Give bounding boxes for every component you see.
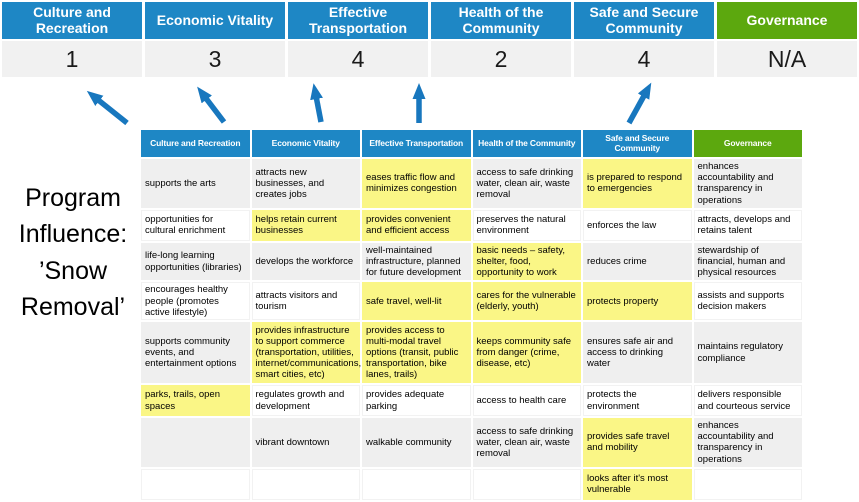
matrix-header-culture-recreation: Culture and Recreation bbox=[141, 130, 250, 157]
banner-col-governance bbox=[717, 2, 857, 77]
matrix-cell: vibrant downtown bbox=[252, 418, 361, 467]
matrix-cell: looks after it's most vulnerable bbox=[583, 469, 692, 500]
matrix-header-economic-vitality: Economic Vitality bbox=[252, 130, 361, 157]
matrix-row-5 bbox=[141, 322, 802, 383]
matrix-cell: stewardship of financial, human and physical resources bbox=[694, 243, 803, 281]
matrix-cell: provides infrastructure to support commerce (transportation, utilities, internet/communications, smart cities, etc) bbox=[252, 322, 361, 383]
banner-score-safe-secure-community: 4 bbox=[574, 41, 714, 77]
matrix-cell: preserves the natural environment bbox=[473, 210, 582, 241]
matrix-cell: enforces the law bbox=[583, 210, 692, 241]
matrix-cell: safe travel, well-lit bbox=[362, 282, 471, 320]
matrix-row-6 bbox=[141, 385, 802, 416]
matrix-header-effective-transportation: Effective Transportation bbox=[362, 130, 471, 157]
matrix-cell: delivers responsible and courteous service bbox=[694, 385, 803, 416]
matrix-cell: opportunities for cultural enrichment bbox=[141, 210, 250, 241]
banner-col-economic-vitality bbox=[145, 2, 285, 77]
matrix-row-3 bbox=[141, 243, 802, 281]
matrix-cell bbox=[141, 469, 250, 500]
matrix-row-7 bbox=[141, 418, 802, 467]
matrix-cell: enhances accountability and transparency in operations bbox=[694, 159, 803, 208]
matrix-cell bbox=[252, 469, 361, 500]
banner-header-effective-transportation: Effective Transportation bbox=[288, 2, 428, 39]
matrix-row-8 bbox=[141, 469, 802, 500]
matrix-cell: parks, trails, open spaces bbox=[141, 385, 250, 416]
matrix-cell: provides convenient and efficient access bbox=[362, 210, 471, 241]
matrix-row-4 bbox=[141, 282, 802, 320]
matrix-cell: basic needs – safety, shelter, food, opportunity to work bbox=[473, 243, 582, 281]
matrix-cell: walkable community bbox=[362, 418, 471, 467]
banner-col-effective-transportation bbox=[288, 2, 428, 77]
matrix-cell bbox=[362, 469, 471, 500]
matrix-cell: supports the arts bbox=[141, 159, 250, 208]
banner-header-safe-secure-community: Safe and Secure Community bbox=[574, 2, 714, 39]
matrix-cell: keeps community safe from danger (crime, disease, etc) bbox=[473, 322, 582, 383]
matrix-cell: develops the workforce bbox=[252, 243, 361, 281]
banner-col-culture-recreation bbox=[2, 2, 142, 77]
up-arrow-icon bbox=[316, 96, 321, 122]
matrix-cell bbox=[473, 469, 582, 500]
matrix-cell: supports community events, and entertainment options bbox=[141, 322, 250, 383]
program-influence-label: Program Influence: ’Snow Removal’ bbox=[18, 184, 128, 321]
matrix-header-row bbox=[141, 130, 802, 157]
matrix-cell: enhances accountability and transparency in operations bbox=[694, 418, 803, 467]
banner-col-safe-secure-community bbox=[574, 2, 714, 77]
up-right-arrow-icon bbox=[629, 94, 645, 123]
matrix-header-safe-secure-community: Safe and Secure Community bbox=[583, 130, 692, 157]
matrix-cell: ensures safe air and access to drinking water bbox=[583, 322, 692, 383]
banner-header-governance: Governance bbox=[717, 2, 857, 39]
banner-score-effective-transportation: 4 bbox=[288, 41, 428, 77]
banner-col-health-community bbox=[431, 2, 571, 77]
banner-score-economic-vitality: 3 bbox=[145, 41, 285, 77]
matrix-cell: provides access to multi-modal travel options (transit, public transportation, bike lanes, trails) bbox=[362, 322, 471, 383]
up-left-arrow-icon bbox=[205, 97, 224, 122]
matrix-cell: attracts, develops and retains talent bbox=[694, 210, 803, 241]
matrix-cell: helps retain current businesses bbox=[252, 210, 361, 241]
matrix-cell: assists and supports decision makers bbox=[694, 282, 803, 320]
matrix-cell: attracts new businesses, and creates jobs bbox=[252, 159, 361, 208]
matrix-cell: is prepared to respond to emergencies bbox=[583, 159, 692, 208]
influence-matrix bbox=[139, 128, 804, 502]
banner-score-governance: N/A bbox=[717, 41, 857, 77]
banner-header-health-community: Health of the Community bbox=[431, 2, 571, 39]
matrix-cell: encourages healthy people (promotes active lifestyle) bbox=[141, 282, 250, 320]
matrix-cell: life-long learning opportunities (libraries) bbox=[141, 243, 250, 281]
matrix-cell: access to safe drinking water, clean air, waste removal bbox=[473, 418, 582, 467]
matrix-cell: eases traffic flow and minimizes congestion bbox=[362, 159, 471, 208]
matrix-cell: regulates growth and development bbox=[252, 385, 361, 416]
matrix-cell: access to safe drinking water, clean air, waste removal bbox=[473, 159, 582, 208]
banner-score-culture-recreation: 1 bbox=[2, 41, 142, 77]
matrix-cell: well-maintained infrastructure, planned for future development bbox=[362, 243, 471, 281]
matrix-cell: provides safe travel and mobility bbox=[583, 418, 692, 467]
matrix-row-1 bbox=[141, 159, 802, 208]
score-banner bbox=[2, 2, 857, 77]
matrix-header-governance: Governance bbox=[694, 130, 803, 157]
matrix-cell: provides adequate parking bbox=[362, 385, 471, 416]
matrix-cell bbox=[694, 469, 803, 500]
banner-score-health-community: 2 bbox=[431, 41, 571, 77]
matrix-cell: cares for the vulnerable (elderly, youth) bbox=[473, 282, 582, 320]
matrix-header-health-community: Health of the Community bbox=[473, 130, 582, 157]
matrix-cell: protects the environment bbox=[583, 385, 692, 416]
up-left-arrow-icon bbox=[97, 99, 127, 123]
matrix-cell bbox=[141, 418, 250, 467]
matrix-cell: reduces crime bbox=[583, 243, 692, 281]
matrix-cell: access to health care bbox=[473, 385, 582, 416]
matrix-cell: maintains regulatory compliance bbox=[694, 322, 803, 383]
banner-header-economic-vitality: Economic Vitality bbox=[145, 2, 285, 39]
matrix-cell: protects property bbox=[583, 282, 692, 320]
arrow-annotations bbox=[0, 78, 859, 130]
banner-header-culture-recreation: Culture and Recreation bbox=[2, 2, 142, 39]
matrix-cell: attracts visitors and tourism bbox=[252, 282, 361, 320]
matrix-row-2 bbox=[141, 210, 802, 241]
